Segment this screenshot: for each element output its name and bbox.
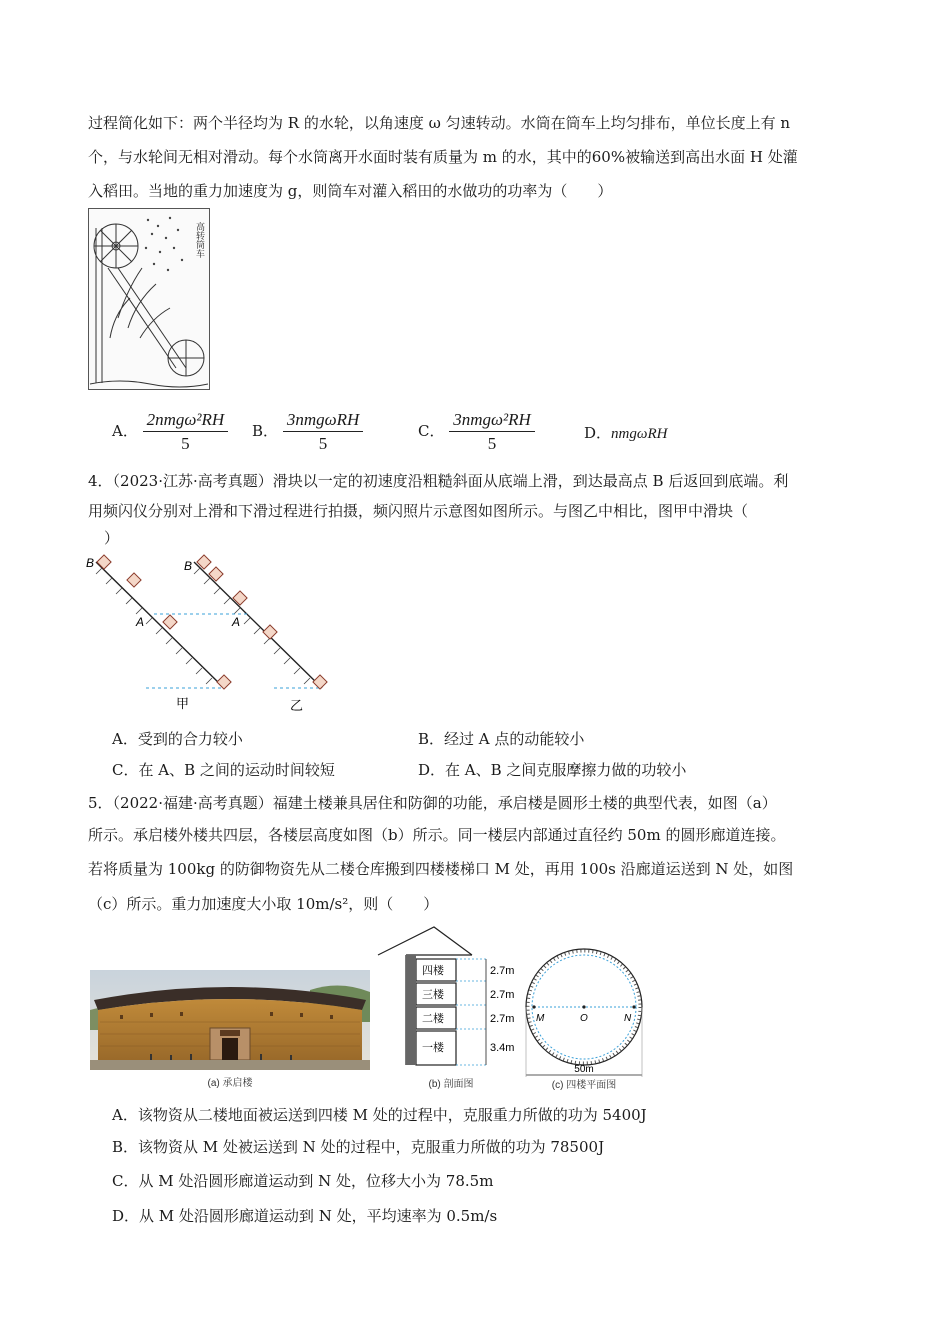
q3-line-1: 过程简化如下：两个半径均为 R 的水轮，以角速度 ω 匀速转动。水筒在筒车上均匀排布，单位长度上有 n — [88, 114, 791, 132]
q4-option-a[interactable]: A．受到的合力较小 — [112, 730, 243, 748]
section-diagram — [376, 925, 526, 1095]
q3-option-b[interactable]: B． $\frac{\text{3nmgωRH}}{5}$ — [252, 410, 363, 454]
plan-o: O — [580, 1013, 588, 1024]
plan-diameter: 50m — [574, 1064, 594, 1075]
floor-1: 一楼 — [422, 1042, 444, 1054]
label-b-right: B — [184, 559, 193, 573]
height-1: 3.4m — [490, 1042, 515, 1054]
tulou-photo — [90, 970, 370, 1092]
q4-option-b[interactable]: B．经过 A 点的动能较小 — [418, 730, 585, 748]
caption-b: (b) 剖面图 — [428, 1079, 474, 1090]
floor-plan — [522, 945, 646, 1097]
q3-option-d[interactable]: D．nmgωRH — [584, 424, 668, 442]
q5-line-2: 所示。承启楼外楼共四层，各楼层高度如图（b）所示。同一楼层内部通过直径约 50m 的圆形廊道连接。 — [88, 826, 786, 844]
q5-option-a[interactable]: A．该物资从二楼地面被运送到四楼 M 处的过程中，克服重力所做的功为 5400J — [112, 1106, 647, 1124]
label-a-left: A — [136, 615, 145, 629]
caption-jia: 甲 — [176, 696, 190, 711]
caption-yi: 乙 — [290, 698, 304, 713]
q5-line-4: （c）所示。重力加速度大小取 10m/s²，则（ ） — [88, 895, 439, 913]
height-2: 2.7m — [490, 1013, 515, 1025]
q3-line-3: 入稻田。当地的重力加速度为 g，则筒车对灌入稻田的水做功的功率为（ ） — [88, 182, 613, 200]
floor-3: 三楼 — [422, 989, 444, 1001]
plan-n: N — [624, 1013, 632, 1024]
q4-option-c[interactable]: C．在 A、B 之间的运动时间较短 — [112, 761, 335, 779]
q4-line-2: 用频闪仪分别对上滑和下滑过程进行拍摄，频闪照片示意图如图所示。与图乙中相比，图甲中滑块（ — [88, 502, 749, 520]
label-a-right: A — [232, 615, 241, 629]
q4-option-d[interactable]: D．在 A、B 之间克服摩擦力做的功较小 — [418, 761, 687, 779]
caption-c: (c) 四楼平面图 — [551, 1080, 617, 1091]
floor-4: 四楼 — [422, 965, 444, 977]
q3-option-a[interactable]: A． $\frac{\text{2nmgω²RH}}{5}$ — [112, 410, 228, 454]
q3-option-c[interactable]: C． $\frac{\text{3nmgω²RH}}{5}$ — [418, 410, 535, 454]
q3-line-2: 个，与水轮间无相对滑动。每个水筒离开水面时装有质量为 m 的水，其中的60%被输送到高出水面 H 处灌 — [88, 148, 798, 166]
height-4: 2.7m — [490, 965, 515, 977]
q4-line-3: ） — [104, 529, 120, 547]
plan-m: M — [536, 1013, 545, 1024]
label-b-left: B — [86, 556, 95, 570]
caption-a: (a) 承启楼 — [207, 1078, 253, 1089]
q5-option-c[interactable]: C．从 M 处沿圆形廊道运动到 N 处，位移大小为 78.5m — [112, 1172, 494, 1190]
floor-2: 二楼 — [422, 1013, 444, 1025]
q5-option-d[interactable]: D．从 M 处沿圆形廊道运动到 N 处，平均速率为 0.5m/s — [112, 1207, 498, 1225]
q5-option-b[interactable]: B．该物资从 M 处被运送到 N 处的过程中，克服重力所做的功为 78500J — [112, 1138, 605, 1156]
height-3: 2.7m — [490, 989, 515, 1001]
q5-line-1: 5．（2022·福建·高考真题）福建土楼兼具居住和防御的功能，承启楼是圆形土楼的典型代表，如图（a） — [88, 794, 777, 812]
q5-line-3: 若将质量为 100kg 的防御物资先从二楼仓库搬到四楼楼梯口 M 处，再用 100s 沿廊道运送到 N 处，如图 — [88, 860, 794, 878]
q4-line-1: 4．（2023·江苏·高考真题）滑块以一定的初速度沿粗糙斜面从底端上滑，到达最高点 B 后返回到底端。利 — [88, 472, 789, 490]
waterwheel-label: 高转筒车 — [195, 222, 205, 258]
incline-figure — [84, 550, 334, 715]
waterwheel-illustration — [88, 208, 210, 390]
